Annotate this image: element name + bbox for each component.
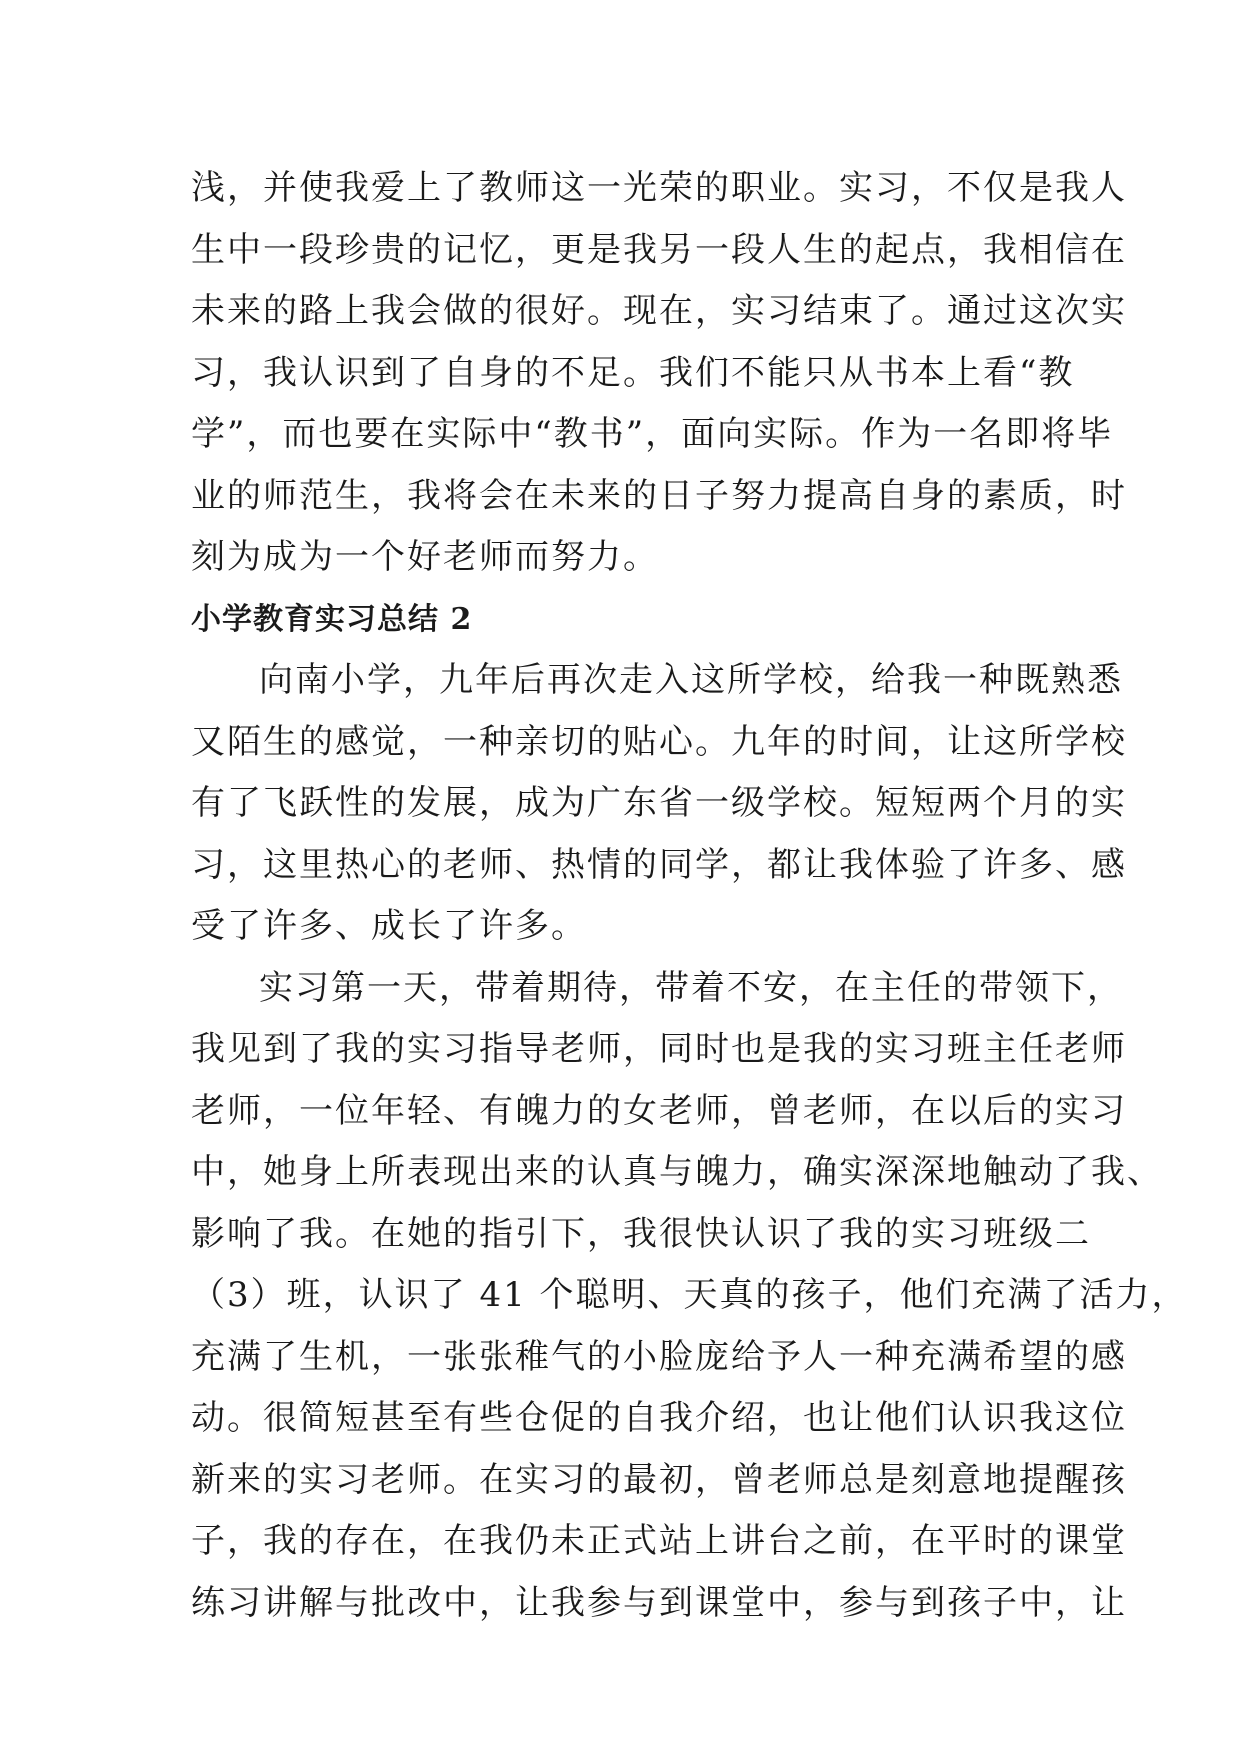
text-line: 动。很简短甚至有些仓促的自我介绍，也让他们认识我这位	[191, 1398, 1127, 1438]
text-line: 向南小学，九年后再次走入这所学校，给我一种既熟悉	[259, 660, 1123, 700]
text-line: 业的师范生，我将会在未来的日子努力提高自身的素质，时	[191, 475, 1127, 516]
text-line: 刻为成为一个好老师而努力。	[191, 537, 659, 577]
document-body	[191, 158, 1188, 1634]
text-line: 学”，而也要在实际中“教书”，面向实际。作为一名即将毕	[191, 414, 1114, 454]
text-line: 子，我的存在，在我仍未正式站上讲台之前，在平时的课堂	[191, 1521, 1127, 1561]
text-line: 中，她身上所表现出来的认真与魄力，确实深深地触动了我、	[191, 1152, 1163, 1192]
text-line: 充满了生机，一张张稚气的小脸庞给予人一种充满希望的感	[191, 1336, 1127, 1377]
paragraph-3	[191, 958, 1188, 1635]
text-line: 新来的实习老师。在实习的最初，曾老师总是刻意地提醒孩	[191, 1459, 1127, 1500]
text-line: 未来的路上我会做的很好。现在，实习结束了。通过这次实	[191, 291, 1127, 331]
text-line: （3）班，认识了 41 个聪明、天真的孩子，他们充满了活力，	[191, 1275, 1188, 1315]
paragraph-2	[191, 650, 1127, 958]
text-line: 老师，一位年轻、有魄力的女老师，曾老师，在以后的实习	[191, 1090, 1127, 1131]
paragraph-1	[191, 158, 1127, 589]
text-line: 我见到了我的实习指导老师，同时也是我的实习班主任老师	[191, 1029, 1127, 1069]
text-line: 练习讲解与批改中，让我参与到课堂中，参与到孩子中，让	[191, 1582, 1127, 1623]
section-heading: 小学教育实习总结 2	[191, 601, 473, 637]
text-line: 影响了我。在她的指引下，我很快认识了我的实习班级二	[191, 1213, 1091, 1254]
text-line: 习，这里热心的老师、热情的同学，都让我体验了许多、感	[191, 844, 1127, 885]
text-line: 浅，并使我爱上了教师这一光荣的职业。实习，不仅是我人	[191, 168, 1127, 208]
text-line: 又陌生的感觉，一种亲切的贴心。九年的时间，让这所学校	[191, 721, 1127, 762]
text-line: 有了飞跃性的发展，成为广东省一级学校。短短两个月的实	[191, 783, 1127, 823]
text-line: 受了许多、成长了许多。	[191, 906, 587, 946]
text-line: 习，我认识到了自身的不足。我们不能只从书本上看“教	[191, 352, 1075, 393]
text-line: 生中一段珍贵的记忆，更是我另一段人生的起点，我相信在	[191, 229, 1127, 270]
text-line: 实习第一天，带着期待，带着不安，在主任的带领下，	[259, 967, 1123, 1008]
